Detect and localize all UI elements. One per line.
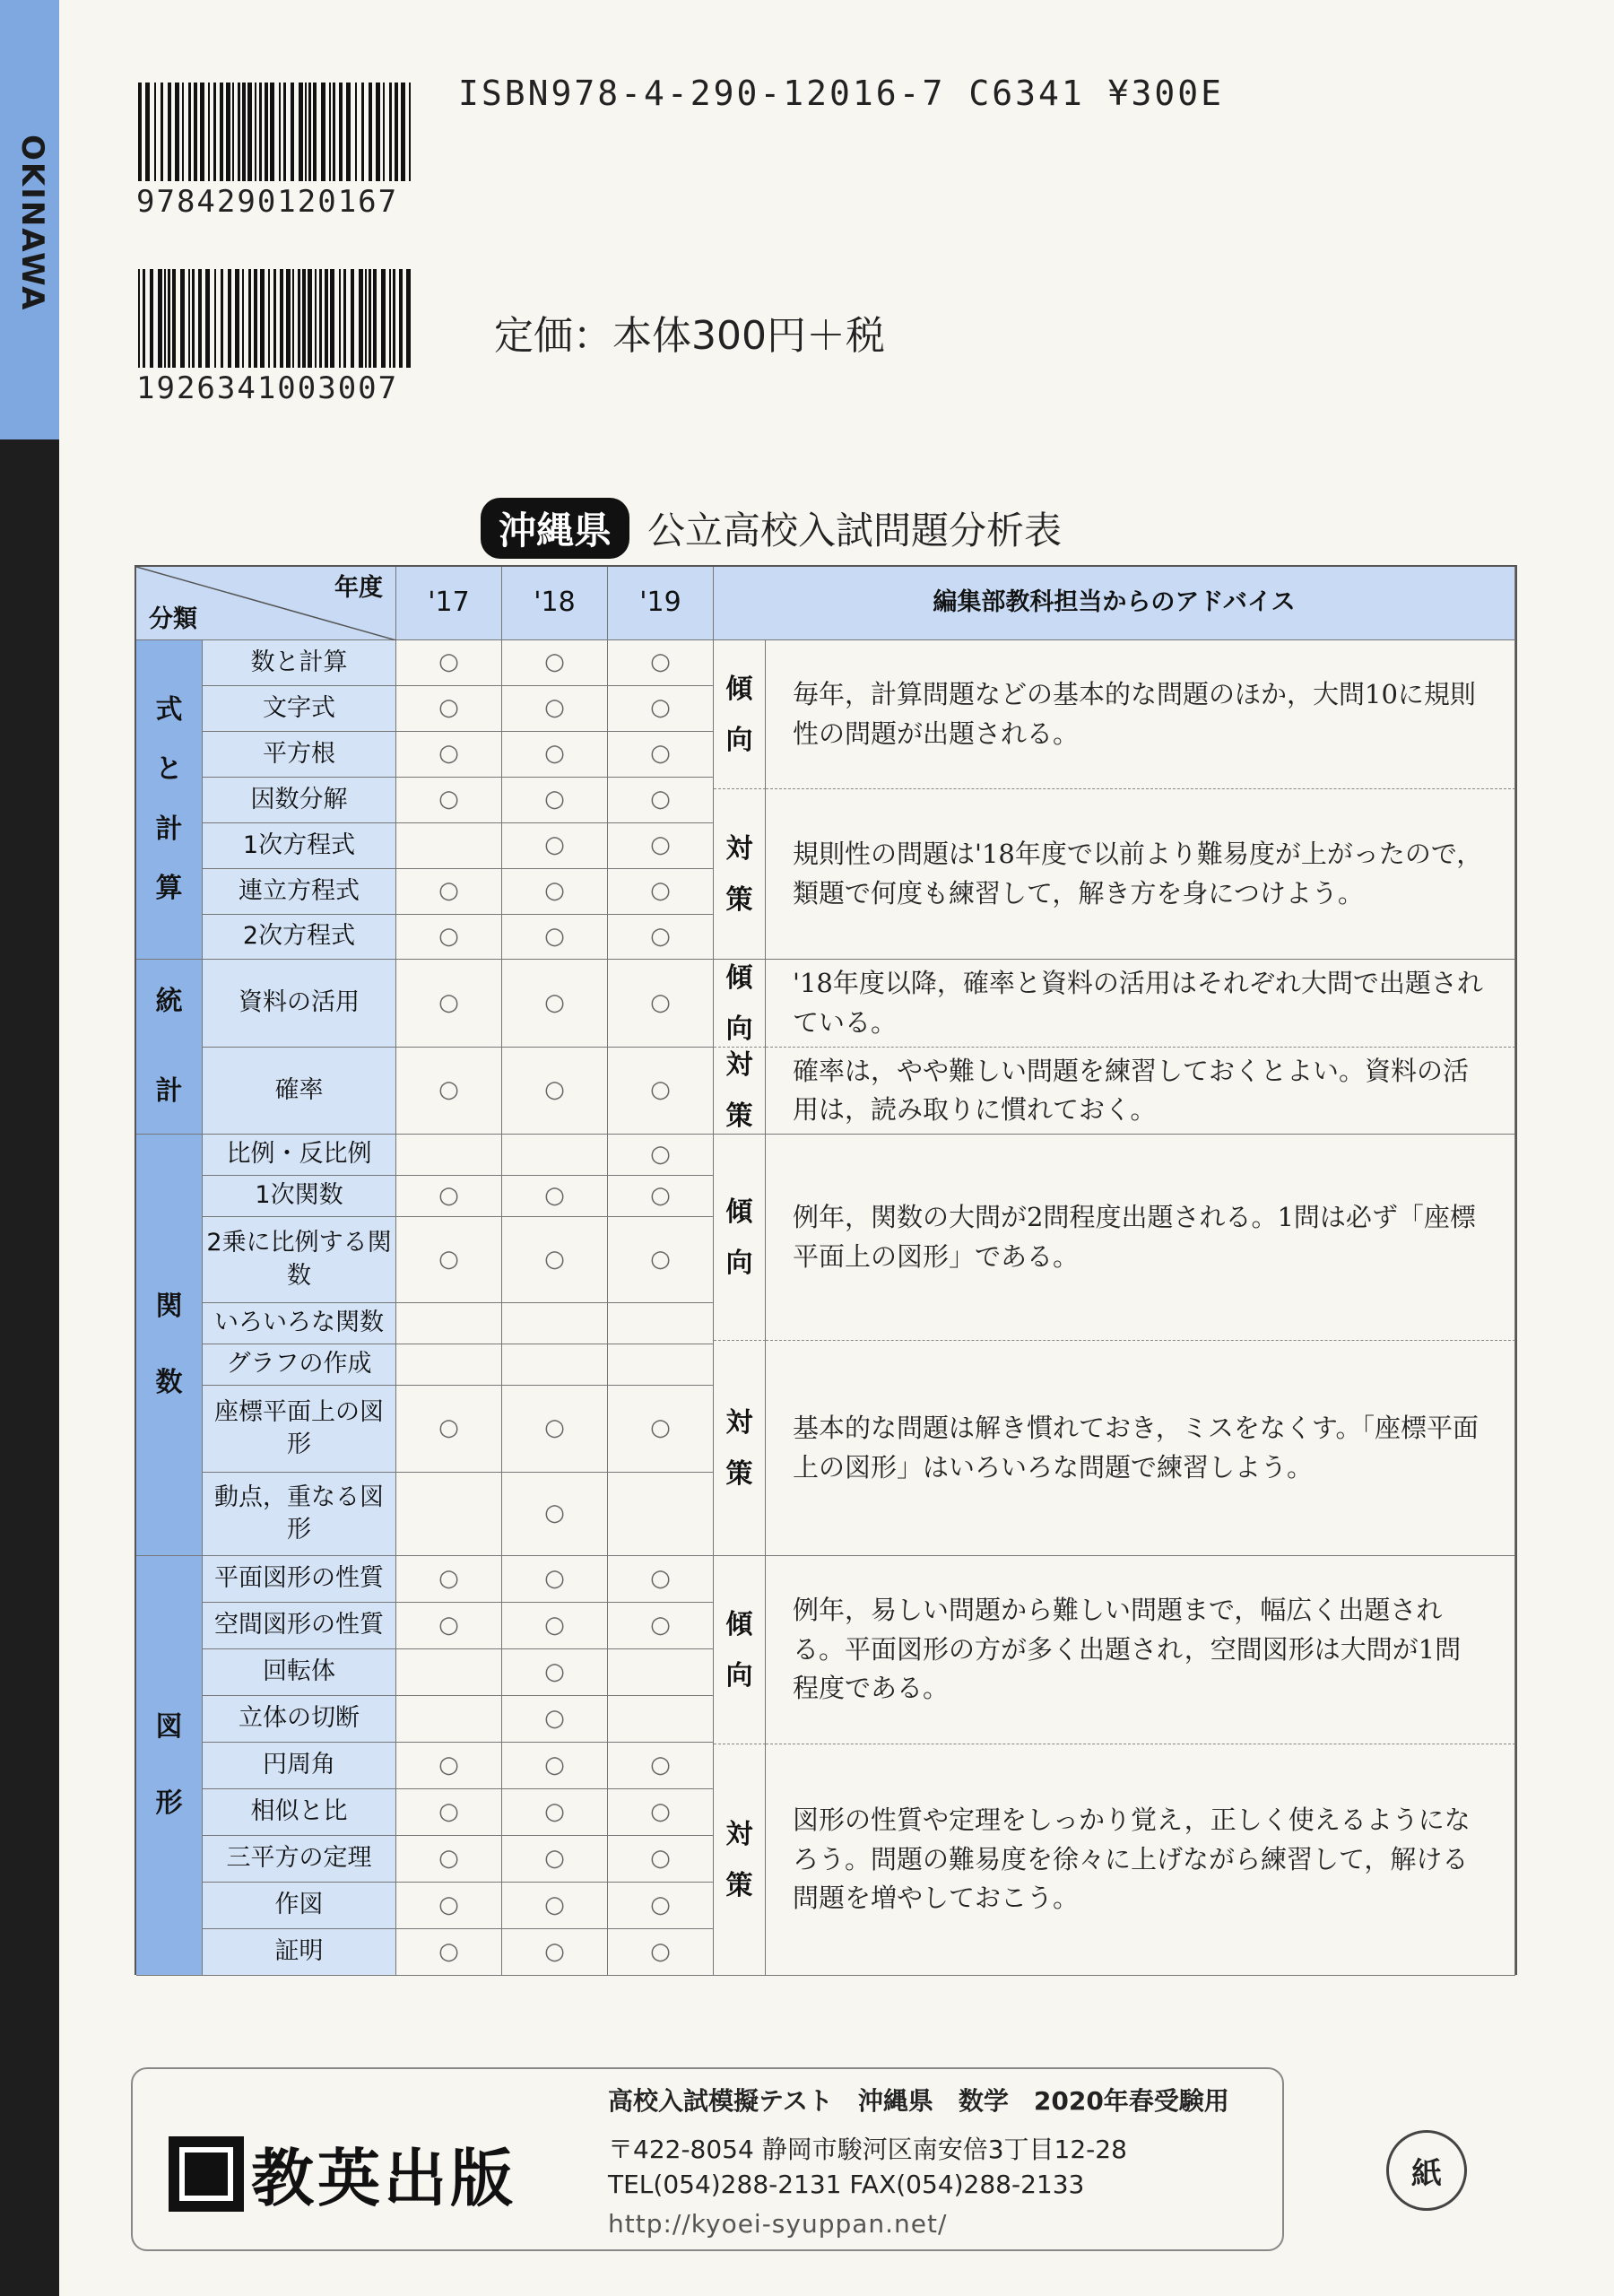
year-mark-cell: ○: [608, 823, 714, 869]
year-mark-cell: ○: [502, 1883, 608, 1929]
price-text: 定価：本体300円＋税: [494, 313, 885, 359]
year-mark-cell: ○: [396, 1176, 502, 1217]
year-mark-cell: ○: [608, 1743, 714, 1789]
year-mark-cell: [502, 1344, 608, 1386]
trend-label-char: 向: [725, 724, 753, 756]
topic-cell: 動点，重なる図形: [203, 1473, 396, 1556]
measure-text: 確率は，やや難しい問題を練習しておくとよい。資料の活用は，読み取りに慣れておく。: [766, 1048, 1515, 1135]
measure-label-char: 策: [725, 1100, 753, 1132]
trend-text: '18年度以降，確率と資料の活用はそれぞれ大問で出題されている。: [766, 960, 1515, 1048]
trend-label-char: 傾: [725, 961, 753, 994]
year-mark-cell: ○: [608, 1135, 714, 1176]
category-1: [136, 640, 203, 960]
header-category-label: 分類: [149, 604, 197, 633]
measure-label: [714, 789, 766, 960]
year-mark-cell: [608, 1649, 714, 1696]
measure-text: 図形の性質や定理をしっかり覚え，正しく使えるようになろう。問題の難易度を徐々に上げながら練習して，解ける問題を増やしておこう。: [766, 1744, 1515, 1976]
year-mark-cell: ○: [608, 1883, 714, 1929]
year-mark-cell: ○: [396, 1217, 502, 1303]
publisher-phone: TEL(054)288-2131 FAX(054)288-2133: [608, 2170, 1085, 2199]
topic-cell: いろいろな関数: [203, 1303, 396, 1344]
year-mark-cell: ○: [608, 1603, 714, 1649]
year-mark-cell: [396, 1344, 502, 1386]
year-mark-cell: ○: [396, 778, 502, 823]
topic-cell: 相似と比: [203, 1789, 396, 1836]
isbn-barcode-number: 9784290120167: [136, 184, 399, 220]
year-mark-cell: ○: [502, 1696, 608, 1743]
category-char: 数: [155, 1366, 183, 1398]
topic-cell: 円周角: [203, 1743, 396, 1789]
trend-label-char: 傾: [725, 1196, 753, 1228]
topic-cell: 平面図形の性質: [203, 1556, 396, 1603]
trend-label: [714, 960, 766, 1048]
measure-label-char: 策: [725, 1869, 753, 1901]
header-year-2: '18: [502, 567, 608, 640]
topic-cell: 1次関数: [203, 1176, 396, 1217]
year-mark-cell: ○: [396, 1556, 502, 1603]
category-char: 形: [155, 1787, 183, 1819]
header-year-3: '19: [608, 567, 714, 640]
year-mark-cell: ○: [396, 1386, 502, 1473]
trend-label-char: 向: [725, 1013, 753, 1045]
year-mark-cell: ○: [502, 960, 608, 1048]
year-mark-cell: ○: [396, 1883, 502, 1929]
header-corner: [136, 567, 396, 640]
year-mark-cell: ○: [502, 1836, 608, 1883]
category-char: 図: [155, 1711, 183, 1743]
topic-cell: 平方根: [203, 732, 396, 778]
year-mark-cell: ○: [502, 823, 608, 869]
header-year-1: '17: [396, 567, 502, 640]
topic-cell: 文字式: [203, 686, 396, 732]
header-advice: 編集部教科担当からのアドバイス: [714, 567, 1515, 640]
year-mark-cell: ○: [502, 1176, 608, 1217]
trend-label: [714, 1135, 766, 1341]
year-mark-cell: ○: [608, 1929, 714, 1976]
year-mark-cell: ○: [396, 869, 502, 915]
year-mark-cell: ○: [608, 732, 714, 778]
year-mark-cell: ○: [502, 640, 608, 686]
isbn-line: ISBN978-4-290-12016-7 C6341 ¥300E: [458, 74, 1224, 113]
year-mark-cell: ○: [502, 869, 608, 915]
price-barcode-number: 1926341003007: [136, 370, 399, 406]
year-mark-cell: [396, 1649, 502, 1696]
trend-text: 例年，易しい問題から難しい問題まで，幅広く出題される。平面図形の方が多く出題され，空間図形は大問が1問程度である。: [766, 1556, 1515, 1744]
year-mark-cell: ○: [502, 1743, 608, 1789]
trend-label-char: 向: [725, 1659, 753, 1692]
year-mark-cell: ○: [502, 732, 608, 778]
year-mark-cell: ○: [396, 1743, 502, 1789]
topic-cell: 2次方程式: [203, 915, 396, 960]
topic-cell: 座標平面上の図形: [203, 1386, 396, 1473]
year-mark-cell: ○: [608, 686, 714, 732]
measure-label: [714, 1048, 766, 1135]
trend-label-char: 傾: [725, 673, 753, 705]
trend-text: 毎年，計算問題などの基本的な問題のほか，大問10に規則性の問題が出題される。: [766, 640, 1515, 789]
year-mark-cell: ○: [502, 1386, 608, 1473]
category-char: 統: [155, 985, 183, 1017]
year-mark-cell: ○: [396, 1836, 502, 1883]
year-mark-cell: [608, 1344, 714, 1386]
year-mark-cell: ○: [502, 1789, 608, 1836]
year-mark-cell: [608, 1473, 714, 1556]
year-mark-cell: ○: [396, 732, 502, 778]
year-mark-cell: [608, 1303, 714, 1344]
category-4: [136, 1556, 203, 1976]
year-mark-cell: ○: [608, 1789, 714, 1836]
trend-label-char: 向: [725, 1247, 753, 1279]
topic-cell: 数と計算: [203, 640, 396, 686]
year-mark-cell: ○: [502, 778, 608, 823]
recycle-paper-icon: 紙: [1386, 2130, 1467, 2211]
trend-label-char: 傾: [725, 1608, 753, 1640]
category-char: 計: [155, 1075, 183, 1107]
topic-cell: グラフの作成: [203, 1344, 396, 1386]
year-mark-cell: ○: [502, 1473, 608, 1556]
topic-cell: 連立方程式: [203, 869, 396, 915]
year-mark-cell: ○: [502, 1649, 608, 1696]
topic-cell: 資料の活用: [203, 960, 396, 1048]
year-mark-cell: ○: [396, 1929, 502, 1976]
year-mark-cell: ○: [608, 915, 714, 960]
publisher-footer: [131, 2067, 1284, 2251]
year-mark-cell: ○: [608, 1176, 714, 1217]
trend-label: [714, 1556, 766, 1744]
table-title: [481, 498, 1062, 559]
publisher-name: 教英出版: [251, 2142, 516, 2215]
year-mark-cell: ○: [502, 915, 608, 960]
year-mark-cell: ○: [502, 1556, 608, 1603]
book-spine: [0, 0, 59, 2296]
table-title-text: 公立高校入試問題分析表: [647, 509, 1063, 552]
measure-label-char: 対: [725, 1406, 753, 1439]
category-3: [136, 1135, 203, 1556]
spine-label: OKINAWA: [14, 135, 50, 312]
measure-label-char: 策: [725, 883, 753, 916]
price-barcode: [138, 269, 416, 368]
topic-cell: 作図: [203, 1883, 396, 1929]
year-mark-cell: [396, 1473, 502, 1556]
trend-text: 例年，関数の大問が2問程度出題される。1問は必ず「座標平面上の図形」である。: [766, 1135, 1515, 1341]
series-title: 高校入試模擬テスト 沖縄県 数学 2020年春受験用: [608, 2086, 1229, 2116]
analysis-table: [134, 565, 1517, 1975]
measure-label: [714, 1744, 766, 1976]
year-mark-cell: ○: [396, 960, 502, 1048]
topic-cell: 確率: [203, 1048, 396, 1135]
back-cover: [59, 0, 1614, 2296]
year-mark-cell: ○: [608, 778, 714, 823]
year-mark-cell: [396, 823, 502, 869]
category-char: 計: [155, 813, 183, 845]
publisher-address: 〒422-8054 静岡市駿河区南安倍3丁目12-28: [608, 2135, 1127, 2164]
topic-cell: 証明: [203, 1929, 396, 1976]
category-char: 関: [155, 1291, 183, 1322]
year-mark-cell: ○: [396, 1603, 502, 1649]
year-mark-cell: [396, 1135, 502, 1176]
isbn-barcode: [138, 83, 416, 181]
topic-cell: 1次方程式: [203, 823, 396, 869]
prefecture-badge: 沖縄県: [481, 498, 629, 559]
year-mark-cell: ○: [608, 1217, 714, 1303]
year-mark-cell: ○: [396, 1048, 502, 1135]
measure-text: 基本的な問題は解き慣れておき，ミスをなくす。「座標平面上の図形」はいろいろな問題で練習しよう。: [766, 1341, 1515, 1556]
category-2: [136, 960, 203, 1135]
year-mark-cell: ○: [502, 1048, 608, 1135]
measure-label-char: 策: [725, 1457, 753, 1490]
publisher-url: http://kyoei-syuppan.net/: [608, 2209, 948, 2239]
topic-cell: 因数分解: [203, 778, 396, 823]
topic-cell: 三平方の定理: [203, 1836, 396, 1883]
year-mark-cell: ○: [502, 686, 608, 732]
topic-cell: 2乗に比例する関数: [203, 1217, 396, 1303]
measure-label: [714, 1341, 766, 1556]
topic-cell: 回転体: [203, 1649, 396, 1696]
year-mark-cell: [502, 1303, 608, 1344]
year-mark-cell: ○: [396, 1789, 502, 1836]
year-mark-cell: ○: [502, 1929, 608, 1976]
publisher-logo-icon: [169, 2136, 244, 2212]
category-char: 算: [155, 873, 183, 904]
measure-label-char: 対: [725, 1818, 753, 1850]
category-char: 式: [155, 693, 183, 726]
year-mark-cell: ○: [608, 1048, 714, 1135]
year-mark-cell: ○: [608, 960, 714, 1048]
year-mark-cell: ○: [608, 869, 714, 915]
publisher-logo: [169, 2128, 516, 2219]
year-mark-cell: ○: [502, 1217, 608, 1303]
year-mark-cell: ○: [396, 686, 502, 732]
topic-cell: 空間図形の性質: [203, 1603, 396, 1649]
trend-label: [714, 640, 766, 789]
measure-text: 規則性の問題は'18年度で以前より難易度が上がったので，類題で何度も練習して，解き方を身につけよう。: [766, 789, 1515, 960]
year-mark-cell: ○: [608, 1556, 714, 1603]
year-mark-cell: ○: [608, 640, 714, 686]
measure-label-char: 対: [725, 1049, 753, 1081]
year-mark-cell: ○: [608, 1386, 714, 1473]
year-mark-cell: [396, 1303, 502, 1344]
year-mark-cell: ○: [396, 915, 502, 960]
year-mark-cell: ○: [502, 1603, 608, 1649]
year-mark-cell: ○: [608, 1836, 714, 1883]
topic-cell: 立体の切断: [203, 1696, 396, 1743]
year-mark-cell: [608, 1696, 714, 1743]
year-mark-cell: [502, 1135, 608, 1176]
topic-cell: 比例・反比例: [203, 1135, 396, 1176]
measure-label-char: 対: [725, 832, 753, 865]
category-char: と: [155, 753, 183, 785]
year-mark-cell: [396, 1696, 502, 1743]
header-year-label: 年度: [334, 574, 383, 602]
year-mark-cell: ○: [396, 640, 502, 686]
